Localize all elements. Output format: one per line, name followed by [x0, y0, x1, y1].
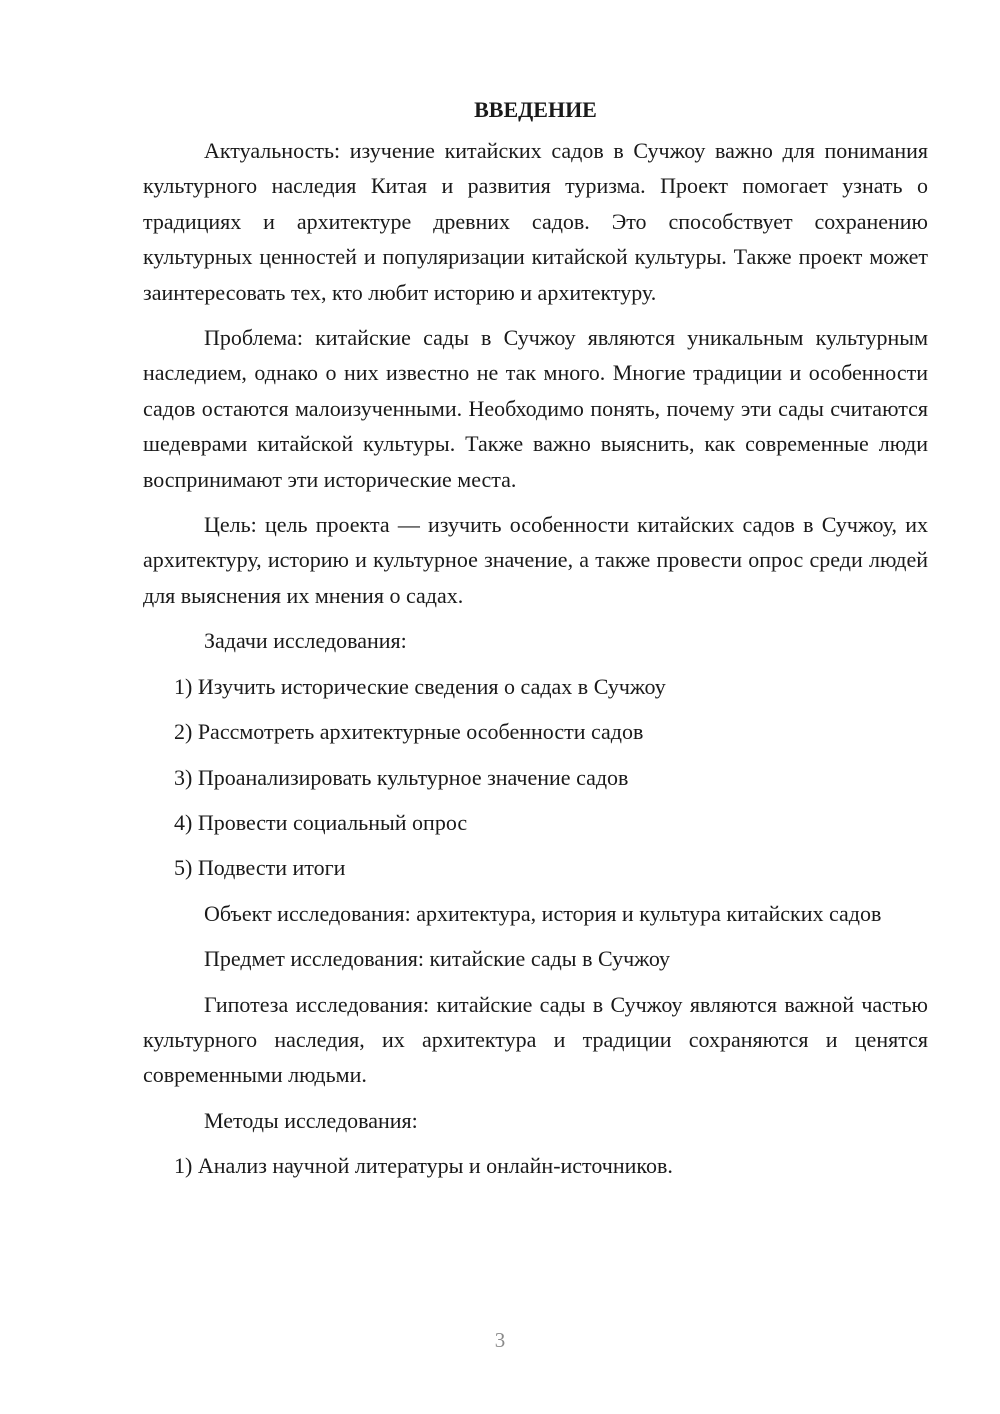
hypothesis-paragraph: Гипотеза исследования: китайские сады в Сучжоу являются важной частью культурного наследия, их архитектура и традиции сохраняются и ценятся современными людьми.	[143, 991, 928, 1088]
task-item: 3) Проанализировать культурное значение садов	[174, 764, 629, 790]
goal-paragraph: Цель: цель проекта — изучить особенности китайских садов в Сучжоу, их архитектуру, историю и культурное значение, а также провести опрос среди людей для выяснения их мнения о садах.	[143, 512, 928, 608]
section-title: ВВЕДЕНИЕ	[474, 97, 597, 122]
subject-paragraph: Предмет исследования: китайские сады в Сучжоу	[204, 946, 670, 972]
object-paragraph: Объект исследования: архитектура, история и культура китайских садов	[204, 900, 882, 926]
task-item: 2) Рассмотреть архитектурные особенности садов	[174, 719, 644, 745]
task-item: 5) Подвести итоги	[174, 855, 346, 881]
task-item: 4) Провести социальный опрос	[174, 809, 468, 835]
tasks-label: Задачи исследования:	[204, 628, 407, 654]
document-page	[143, 92, 928, 1194]
problem-paragraph: Проблема: китайские сады в Сучжоу являются уникальным культурным наследием, однако о них известно не так много. Многие традиции и особенности садов остаются малоизученными. Необходимо понять, почему эти сады считаются шедеврами китайской культуры. Также важно выяснить, как современные люди воспринимают эти исторические места.	[143, 325, 928, 492]
relevance-paragraph: Актуальность: изучение китайских садов в Сучжоу важно для понимания культурного наследия Китая и развития туризма. Проект помогает узнать о традициях и архитектуре древних садов. Это способствует сохранению культурных ценностей и популяризации китайской культуры. Также проект может заинтересовать тех, кто любит историю и архитектуру.	[143, 138, 928, 305]
task-item: 1) Изучить исторические сведения о садах в Сучжоу	[174, 673, 666, 699]
methods-label: Методы исследования:	[204, 1107, 418, 1133]
page-number: 3	[494, 1328, 506, 1352]
method-item: 1) Анализ научной литературы и онлайн-источников.	[174, 1153, 673, 1179]
methods-list	[143, 1148, 928, 1183]
tasks-list	[143, 669, 928, 886]
